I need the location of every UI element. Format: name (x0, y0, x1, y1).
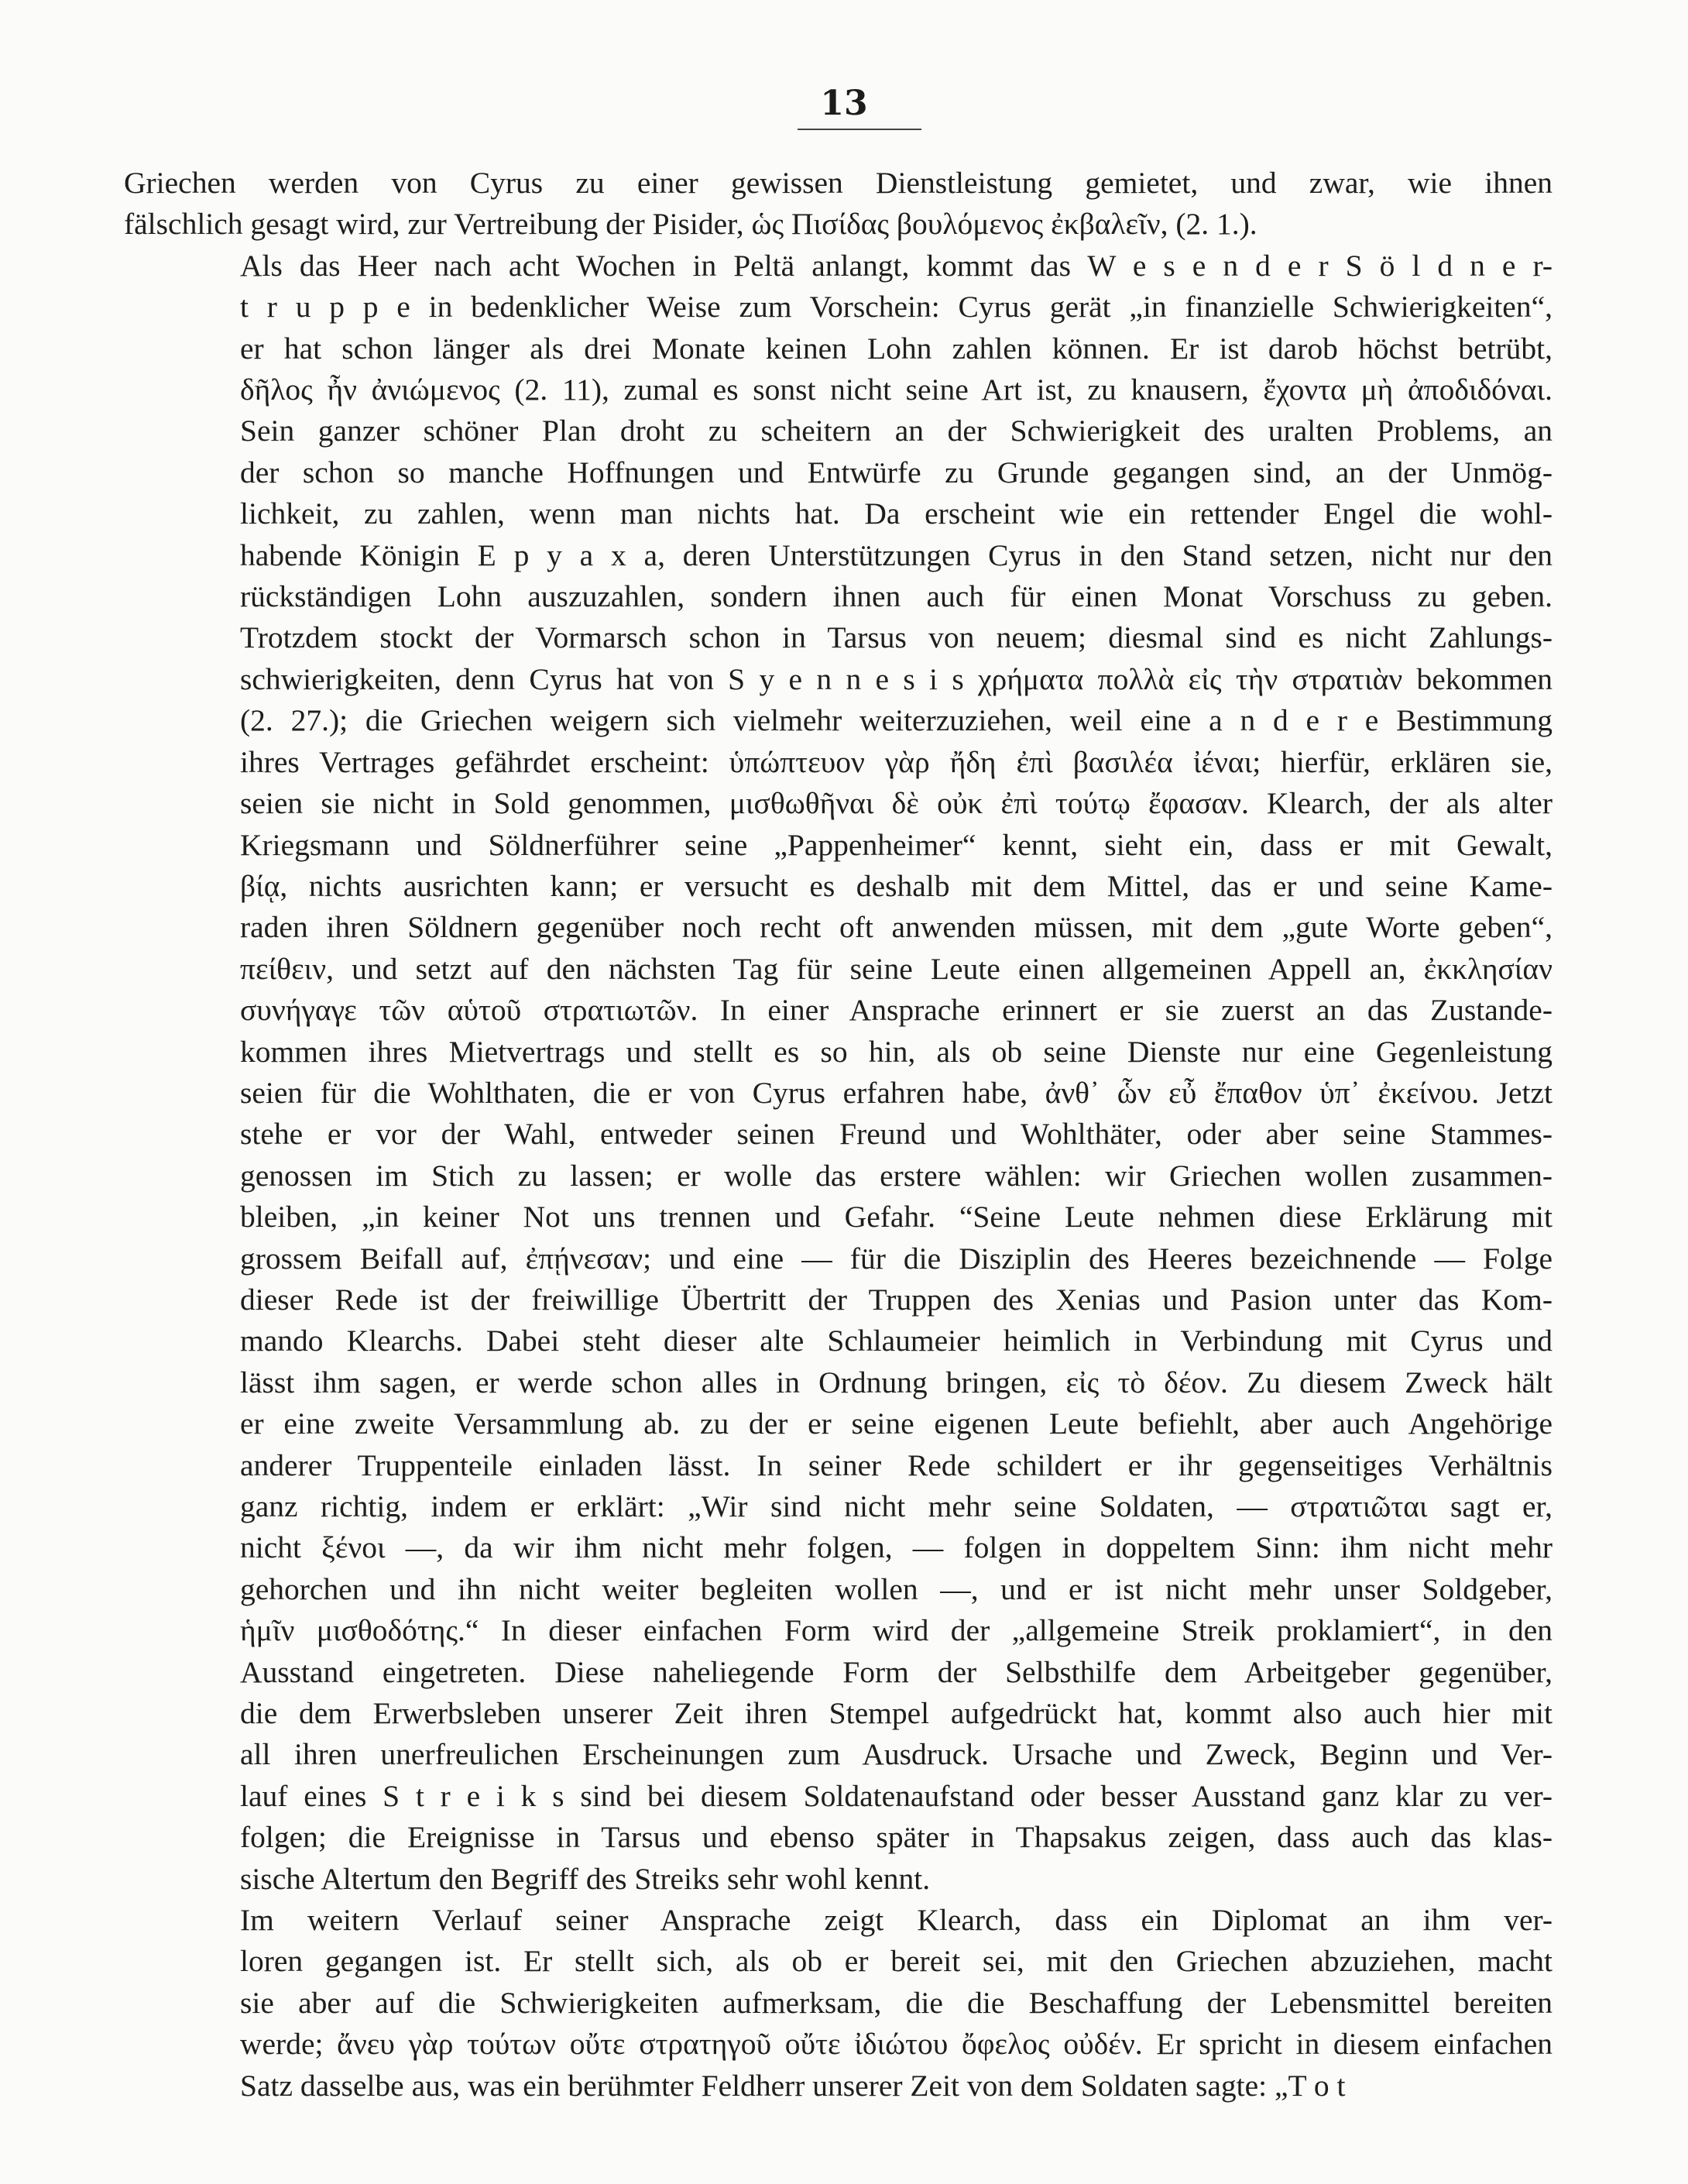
text-line: Griechen werden von Cyrus zu einer gewissen Dienstleistung gemietet, und zwar, wie ihnen (124, 166, 1552, 200)
text-line: mando Klearchs. Dabei steht dieser alte Schlaumeier heimlich in Verbindung mit Cyrus und (240, 1324, 1552, 1358)
text-line: bleiben, „in keiner Not uns trennen und Gefahr. “Seine Leute nehmen diese Erklärung mit (240, 1200, 1552, 1235)
text-line: dieser Rede ist der freiwillige Übertritt der Truppen des Xenias und Pasion unter das Kom- (240, 1282, 1552, 1317)
text-line: ἡμῖν μισθοδότης.“ In dieser einfachen Form wird der „allgemeine Streik proklamiert“, in den (240, 1613, 1552, 1648)
text-line: Als das Heer nach acht Wochen in Peltä anlangt, kommt das W e s e n d e r S ö l d n e r- (240, 248, 1552, 283)
page-number-rule (798, 129, 921, 130)
text-line: πείθειν, und setzt auf den nächsten Tag für seine Leute einen allgemeinen Appell an, ἐκκλησίαν (240, 951, 1552, 986)
text-line: all ihren unerfreulichen Erscheinungen zum Ausdruck. Ursache und Zweck, Beginn und Ver- (240, 1737, 1552, 1772)
text-line: grossem Beifall auf, ἐπῄνεσαν; und eine — für die Disziplin des Heeres bezeichnende — Folge (240, 1241, 1552, 1276)
text-line: gehorchen und ihn nicht weiter begleiten wollen —, und er ist nicht mehr unser Soldgeber, (240, 1571, 1552, 1606)
text-line: Ausstand eingetreten. Diese naheliegende Form der Selbsthilfe dem Arbeitgeber gegenüber, (240, 1654, 1552, 1689)
text-line: δῆλος ἦν ἀνιώμενος (2. 11), zumal es sonst nicht seine Art ist, zu knausern, ἔχοντα μὴ ἀποδιδόναι. (240, 373, 1552, 407)
text-line: lässt ihm sagen, er werde schon alles in Ordnung bringen, εἰς τὸ δέον. Zu diesem Zweck hält (240, 1365, 1552, 1399)
text-line: Sein ganzer schöner Plan droht zu scheitern an der Schwierigkeit des uralten Problems, an (240, 414, 1552, 448)
text-line: lichkeit, zu zahlen, wenn man nichts hat. Da erscheint wie ein rettender Engel die wohl- (240, 496, 1552, 531)
text-line: ganz richtig, indem er erklärt: „Wir sind nicht mehr seine Soldaten, — στρατιῶται sagt er, (240, 1489, 1552, 1523)
text-line: kommen ihres Mietvertrags und stellt es so hin, als ob seine Dienste nur eine Gegenleistung (240, 1034, 1552, 1069)
text-line: die dem Erwerbsleben unserer Zeit ihren Stempel aufgedrückt hat, kommt also auch hier mit (240, 1696, 1552, 1731)
text-line: Im weitern Verlauf seiner Ansprache zeigt Klearch, dass ein Diplomat an ihm ver- (240, 1903, 1552, 1938)
text-line: Kriegsmann und Söldnerführer seine „Pappenheimer“ kennt, sieht ein, dass er mit Gewalt, (240, 827, 1552, 862)
text-line: folgen; die Ereignisse in Tarsus und ebenso später in Thapsakus zeigen, dass auch das klas- (240, 1820, 1552, 1855)
text-line: er hat schon länger als drei Monate keinen Lohn zahlen können. Er ist darob höchst betrübt, (240, 331, 1552, 366)
text-line: συνήγαγε τῶν αὑτοῦ στρατιωτῶν. In einer Ansprache erinnert er sie zuerst an das Zustande- (240, 993, 1552, 1028)
text-line: lauf eines S t r e i k s sind bei diesem Soldatenaufstand oder besser Ausstand ganz klar zu ver- (240, 1778, 1552, 1813)
text-line: habende Königin E p y a x a, deren Unterstützungen Cyrus in den Stand setzen, nicht nur den (240, 537, 1552, 572)
text-line: sische Altertum den Begriff des Streiks sehr wohl kennt. (240, 1861, 931, 1896)
body-text (124, 163, 1552, 2107)
text-line: werde; ἄνευ γὰρ τούτων οὔτε στρατηγοῦ οὔτε ἰδιώτου ὄφελος οὐδέν. Er spricht in diesem einfachen (240, 2027, 1552, 2062)
paragraph (124, 1900, 1552, 2107)
text-line: loren gegangen ist. Er stellt sich, als ob er bereit sei, mit den Griechen abzuziehen, macht (240, 1944, 1552, 1979)
text-line: sie aber auf die Schwierigkeiten aufmerksam, die die Beschaffung der Lebensmittel bereiten (240, 1985, 1552, 2020)
text-line: der schon so manche Hoffnungen und Entwürfe zu Grunde gegangen sind, an der Unmög- (240, 455, 1552, 489)
text-line: genossen im Stich zu lassen; er wolle das erstere wählen: wir Griechen wollen zusammen- (240, 1158, 1552, 1193)
text-line: fälschlich gesagt wird, zur Vertreibung der Pisider, ὡς Πισίδας βουλόμενος ἐκβαλεῖν, (2. 1.). (124, 207, 1257, 242)
text-line: seien für die Wohlthaten, die er von Cyrus erfahren habe, ἀνθ᾽ ὧν εὖ ἔπαθον ὑπ᾽ ἐκείνου. Jetzt (240, 1075, 1552, 1110)
text-line: ihres Vertrages gefährdet erscheint: ὑπώπτευον γὰρ ἤδη ἐπὶ βασιλέα ἰέναι; hierfür, erklären sie, (240, 744, 1552, 779)
paragraph (124, 163, 1552, 246)
text-line: schwierigkeiten, denn Cyrus hat von S y e n n e s i s χρήματα πολλὰ εἰς τὴν στρατιὰν bekommen (240, 661, 1552, 696)
text-line: seien sie nicht in Sold genommen, μισθωθῆναι δὲ οὐκ ἐπὶ τούτῳ ἔφασαν. Klearch, der als alter (240, 786, 1552, 821)
text-line: Trotzdem stockt der Vormarsch schon in Tarsus von neuem; diesmal sind es nicht Zahlungs- (240, 620, 1552, 655)
text-line: nicht ξένοι —, da wir ihm nicht mehr folgen, — folgen in doppeltem Sinn: ihm nicht mehr (240, 1530, 1552, 1565)
text-line: raden ihren Söldnern gegenüber noch recht oft anwenden müssen, mit dem „gute Worte geben“, (240, 910, 1552, 945)
text-line: βίᾳ, nichts ausrichten kann; er versucht es deshalb mit dem Mittel, das er und seine Kame- (240, 868, 1552, 903)
text-line: t r u p p e in bedenklicher Weise zum Vorschein: Cyrus gerät „in finanzielle Schwierigkeiten“, (240, 290, 1552, 325)
text-line: Satz dasselbe aus, was ein berühmter Feldherr unserer Zeit von dem Soldaten sagte: „T o t (240, 2068, 1346, 2103)
text-line: rückständigen Lohn auszuzahlen, sondern ihnen auch für einen Monat Vorschuss zu geben. (240, 579, 1552, 614)
text-line: stehe er vor der Wahl, entweder seinen Freund und Wohlthäter, oder aber seine Stammes- (240, 1117, 1552, 1152)
text-line: anderer Truppenteile einladen lässt. In seiner Rede schildert er ihr gegenseitiges Verhältnis (240, 1447, 1552, 1482)
text-line: er eine zweite Versammlung ab. zu der er seine eigenen Leute befiehlt, aber auch Angehörige (240, 1406, 1552, 1441)
text-line: (2. 27.); die Griechen weigern sich vielmehr weiterzuziehen, weil eine a n d e r e Bestimmung (240, 703, 1552, 738)
paragraph (124, 246, 1552, 1900)
page-number: 13 (820, 84, 868, 123)
